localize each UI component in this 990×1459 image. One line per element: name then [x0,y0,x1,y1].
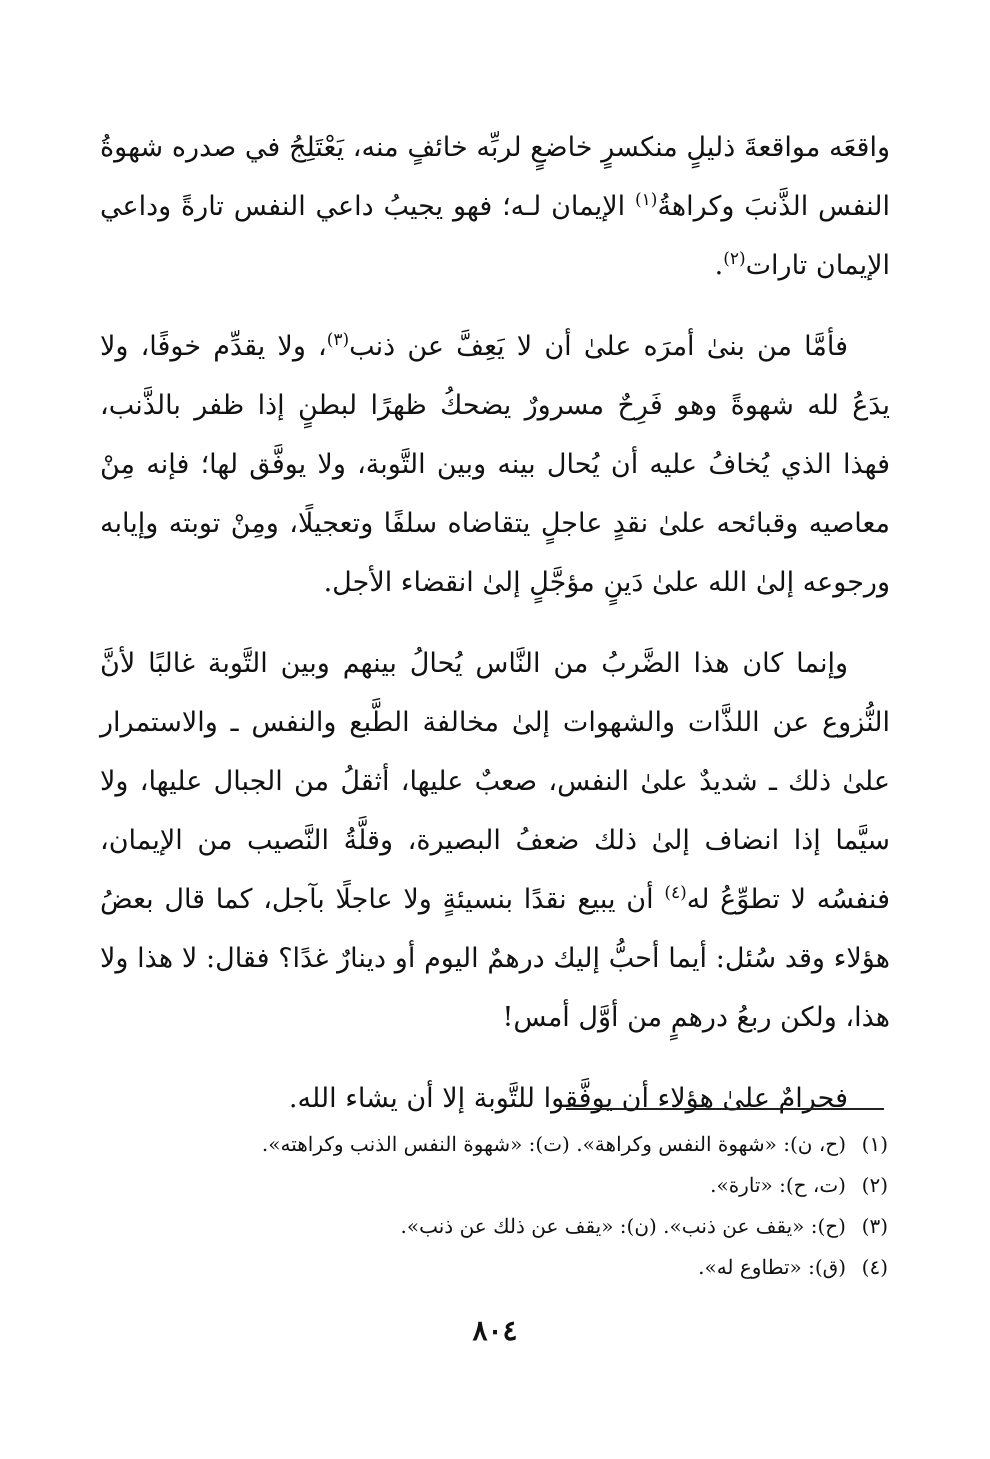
paragraph-1-text-a: واقعَه مواقعةَ ذليلٍ منكسرٍ خاضعٍ لربِّه خائفٍ منه، يَعْتَلِجُ في صدره شهوةُ النفس الذَّنبَ وكراهةُ [100,132,890,222]
paragraph-4: فحرامٌ علىٰ هؤلاء أن يوفَّقوا للتَّوبة إلا أن يشاء الله. [288,1083,848,1114]
paragraph-2-text-b: ، ولا يقدِّم خوفًا، ولا يدَعُ لله شهوةً وهو فَرِحٌ مسرورٌ يضحكُ ظهرًا لبطنٍ إذا ظفر بالذَّنب، فهذا الذي يُخافُ عليه أن يُحال بينه وبين التَّوبة، ولا يوفَّق لها؛ فإنه مِنْ معاصيه وقبائحه علىٰ نقدٍ عاجلٍ يتقاضاه سلفًا وتعجيلًا، ومِنْ توبته وإيابه ورجوعه إلىٰ الله علىٰ دَينٍ مؤجَّلٍ إلىٰ انقضاء الأجل. [100,331,890,598]
footnote-2 [100,1165,888,1206]
main-text [100,118,890,1128]
paragraph-2-text-a: فأمَّا من بنىٰ أمرَه علىٰ أن لا يَعِفَّ عن ذنب [349,331,848,362]
footnote-number: (٣) [861,1214,888,1238]
footnote-ref-4: (٤) [664,883,687,903]
footnote-ref-3: (٣) [326,330,350,350]
footnotes [100,1124,888,1288]
paragraph-3-text-b: أن يبيع نقدًا بنسيئةٍ ولا عاجلًا بآجل، كما قال بعضُ هؤلاء وقد سُئل: أيما أحبُّ إليك درهمٌ اليوم أو دينارٌ غدًا؟ فقال: لا هذا ولا هذا، ولكن ربعُ درهمٍ من أوَّل أمس! [100,884,890,1033]
paragraph-2 [100,317,890,612]
footnote-text: (ق): «تطاوع له». [698,1255,846,1279]
footnote-3 [100,1206,888,1247]
footnote-number: (١) [861,1132,888,1156]
footnote-number: (٤) [861,1255,888,1279]
paragraph-1-text-c: . [714,250,724,281]
paragraph-1-text-b: الإيمان لـه؛ فهو يجيبُ داعي النفس تارةً وداعي الإيمان تارات [100,191,890,281]
footnote-text: (ح، ن): «شهوة النفس وكراهة». (ت): «شهوة النفس الذنب وكراهته». [261,1132,846,1156]
footnote-4 [100,1247,888,1288]
page-number: ٨٠٤ [472,1314,518,1347]
paragraph-3-text-a: وإنما كان هذا الضَّربُ من النَّاس يُحالُ بينهم وبين التَّوبة غالبًا لأنَّ النُّزوع عن اللذَّات والشهوات إلىٰ مخالفة الطَّبع والنفس ـ والاستمرار علىٰ ذلك ـ شديدٌ علىٰ النفس، صعبٌ عليها، أثقلُ من الجبال عليها، ولا سيَّما إذا انضاف إلىٰ ذلك ضعفُ البصيرة، وقلَّةُ النَّصيب من الإيمان، فنفسُه لا تطوِّعُ له [100,648,890,915]
footnote-1 [100,1124,888,1165]
paragraph-1 [100,118,890,295]
footnote-ref-2: (٢) [723,249,746,269]
footnote-text: (ت، ح): «تارة». [710,1173,846,1197]
footnote-separator [566,1108,884,1110]
paragraph-3 [100,634,890,1047]
footnote-text: (ح): «يقف عن ذنب». (ن): «يقف عن ذلك عن ذنب». [400,1214,846,1238]
footnote-ref-1: (١) [635,190,658,210]
footnote-number: (٢) [861,1173,888,1197]
